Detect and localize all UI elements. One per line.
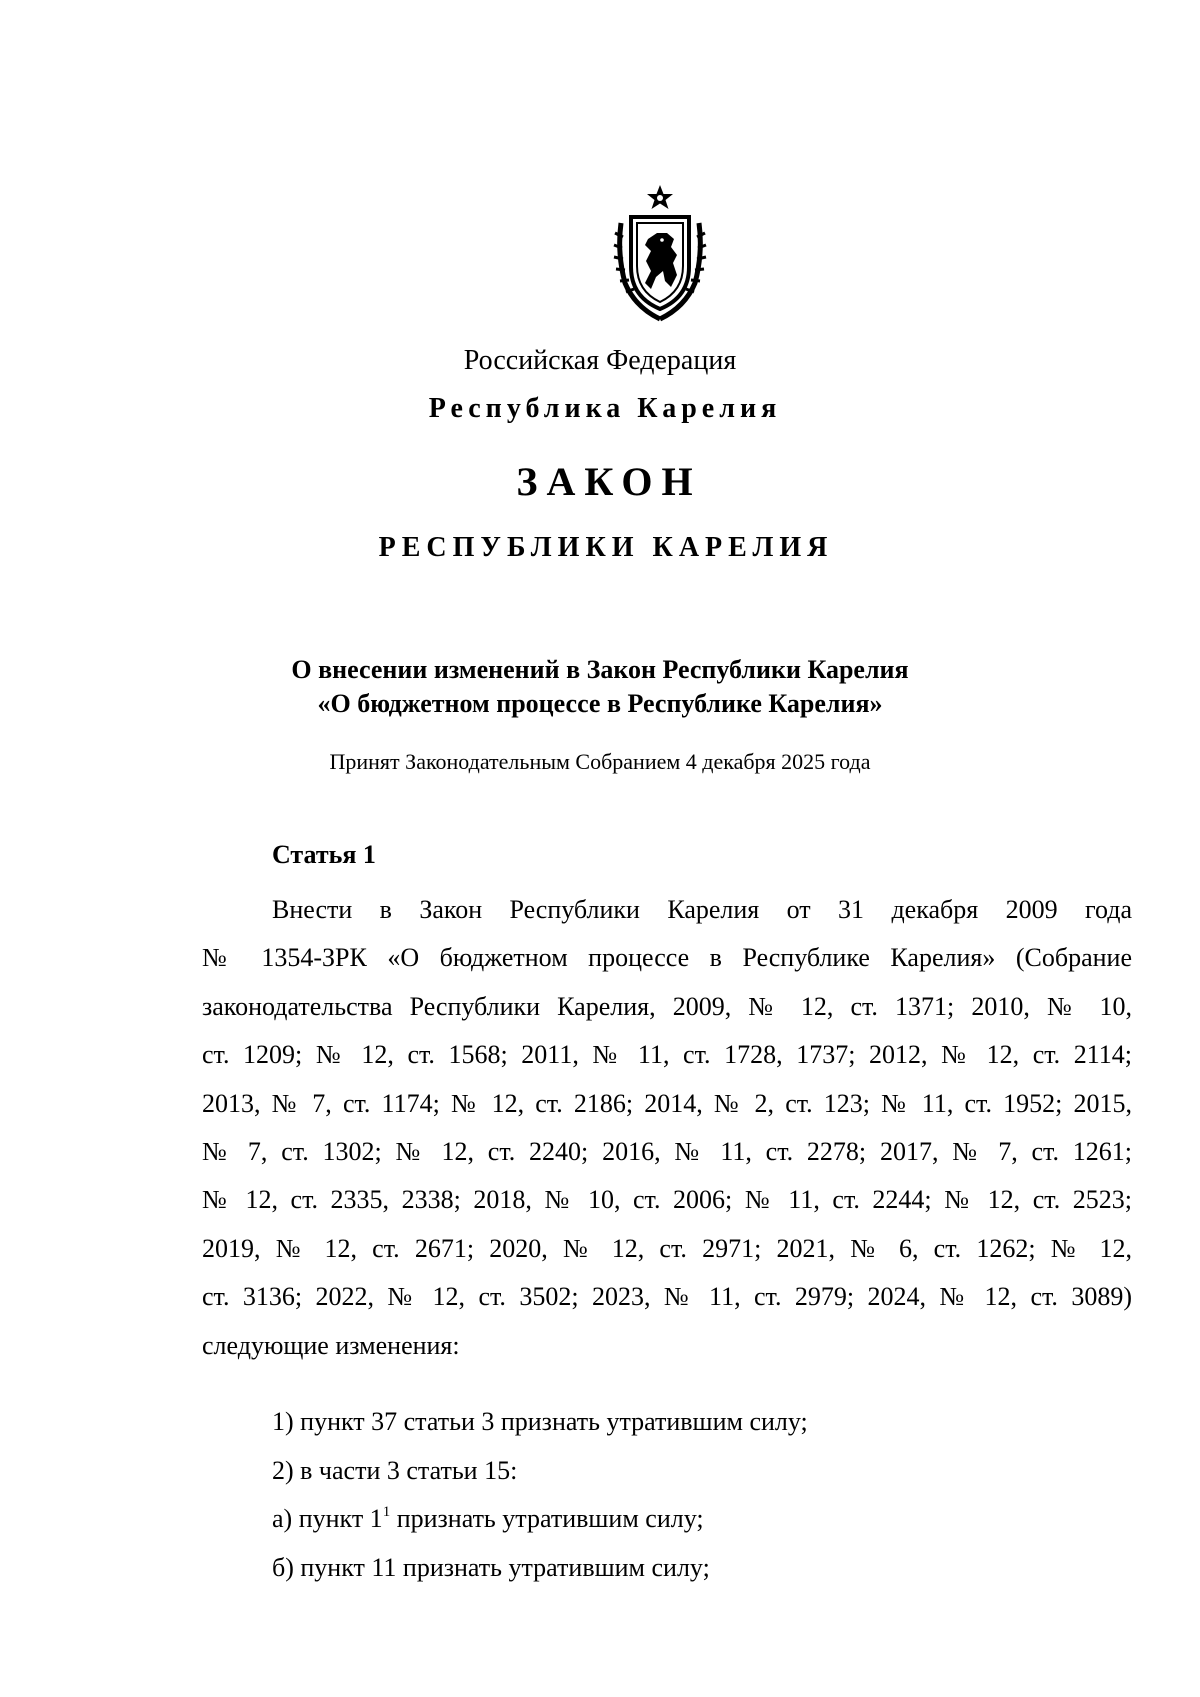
article-body	[202, 886, 1132, 1370]
article-line: ст. 3136; 2022, № 12, ст. 3502; 2023, № 11, ст. 2979; 2024, № 12, ст. 3089)	[202, 1282, 1132, 1312]
article-line: 2019, № 12, ст. 2671; 2020, № 12, ст. 2971; 2021, № 6, ст. 1262; № 12,	[202, 1233, 1132, 1263]
article-heading: Статья 1	[272, 840, 376, 869]
article-line: № 12, ст. 2335, 2338; 2018, № 10, ст. 2006; № 11, ст. 2244; № 12, ст. 2523;	[202, 1185, 1132, 1215]
list-item-text: а) пункт 1	[272, 1504, 383, 1533]
country-name: Российская Федерация	[463, 345, 737, 376]
document-type: ЗАКОН	[516, 459, 702, 504]
republic-name: Республика Карелия	[428, 393, 782, 424]
article-line: законодательства Республики Карелия, 2009, № 12, ст. 1371; 2010, № 10,	[202, 991, 1132, 1021]
article-line: 2013, № 7, ст. 1174; № 12, ст. 2186; 2014, № 2, ст. 123; № 11, ст. 1952; 2015,	[202, 1088, 1132, 1118]
coat-of-arms-icon	[611, 183, 709, 323]
law-title	[0, 653, 1200, 721]
list-item: 2) в части 3 статьи 15:	[272, 1456, 518, 1485]
list-item: б) пункт 11 признать утратившим силу;	[272, 1553, 710, 1582]
law-title-line-1: О внесении изменений в Закон Республики Карелия	[291, 655, 909, 684]
list-item-text: признать утратившим силу;	[390, 1504, 704, 1533]
article-line: № 7, ст. 1302; № 12, ст. 2240; 2016, № 11, ст. 2278; 2017, № 7, ст. 1261;	[202, 1136, 1132, 1166]
superscript: 1	[382, 1504, 391, 1520]
list-item: 1) пункт 37 статьи 3 признать утратившим силу;	[272, 1407, 808, 1436]
adoption-note: Принят Законодательным Собранием 4 декабря 2025 года	[329, 749, 871, 774]
law-title-line-2: «О бюджетном процессе в Республике Карелия»	[317, 689, 883, 718]
article-line: ст. 1209; № 12, ст. 1568; 2011, № 11, ст. 1728, 1737; 2012, № 12, ст. 2114;	[202, 1040, 1132, 1070]
article-line: Внести в Закон Республики Карелия от 31 декабря 2009 года	[272, 895, 1132, 924]
list-item	[272, 1503, 704, 1535]
article-line: следующие изменения:	[202, 1330, 460, 1360]
article-line: № 1354-ЗРК «О бюджетном процессе в Республике Карелия» (Собрание	[202, 943, 1132, 973]
document-type-subtitle: РЕСПУБЛИКИ КАРЕЛИЯ	[378, 532, 834, 563]
